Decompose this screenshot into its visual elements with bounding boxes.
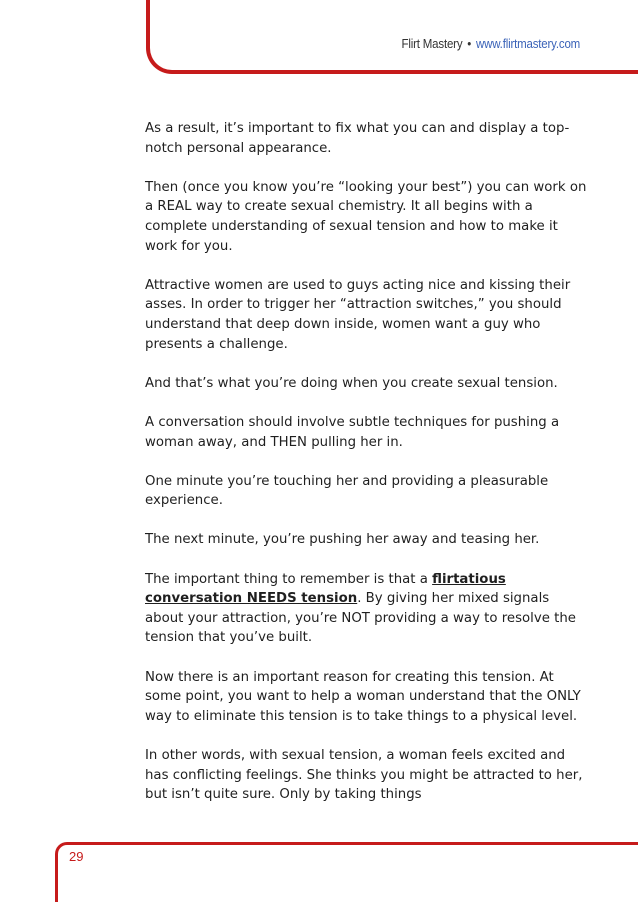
paragraph: In other words, with sexual tension, a woman feels excited and has conflicting feelings. She thinks you might be attracted to her, but isn’t quite sure. Only by taking things <box>145 748 583 803</box>
paragraph: Now there is an important reason for creating this tension. At some point, you want to help a woman understand that the ONLY way to eliminate this tension is to take things to a physical level. <box>145 669 581 724</box>
paragraph: One minute you’re touching her and providing a pleasurable experience. <box>145 473 549 509</box>
body-text <box>145 119 590 824</box>
page-number: 29 <box>69 849 84 864</box>
paragraph-text: The important thing to remember is that a <box>145 571 433 587</box>
paragraph: Attractive women are used to guys acting nice and kissing their asses. In order to trigger her “attraction switches,” you should understand that deep down inside, women want a guy who presents a challenge. <box>145 277 571 352</box>
paragraph: A conversation should involve subtle techniques for pushing a woman away, and THEN pulling her in. <box>145 414 560 450</box>
paragraph-text: . By giving her mixed signals about your attraction, you’re NOT providing a way to resolve the tension that you’ve built. <box>145 591 576 646</box>
header-separator: • <box>467 37 472 51</box>
paragraph: And that’s what you’re doing when you create sexual tension. <box>145 375 558 391</box>
paragraph: As a result, it’s important to fix what you can and display a top-notch personal appearance. <box>145 121 570 156</box>
paragraph: Then (once you know you’re “looking your best”) you can work on a REAL way to create sexual chemistry. It all begins with a complete understanding of sexual tension and how to make it work for you. <box>145 179 587 254</box>
header-brand: Flirt Mastery <box>401 37 463 51</box>
flirtatious-conversation-link[interactable]: flirtatious conversation NEEDS tension <box>145 571 506 607</box>
header-url-link[interactable]: www.flirtmastery.com <box>475 37 580 51</box>
paragraph: The next minute, you’re pushing her away and teasing her. <box>145 532 540 548</box>
paragraph-with-link <box>145 570 590 648</box>
footer-frame <box>55 842 638 902</box>
running-header <box>401 37 580 51</box>
